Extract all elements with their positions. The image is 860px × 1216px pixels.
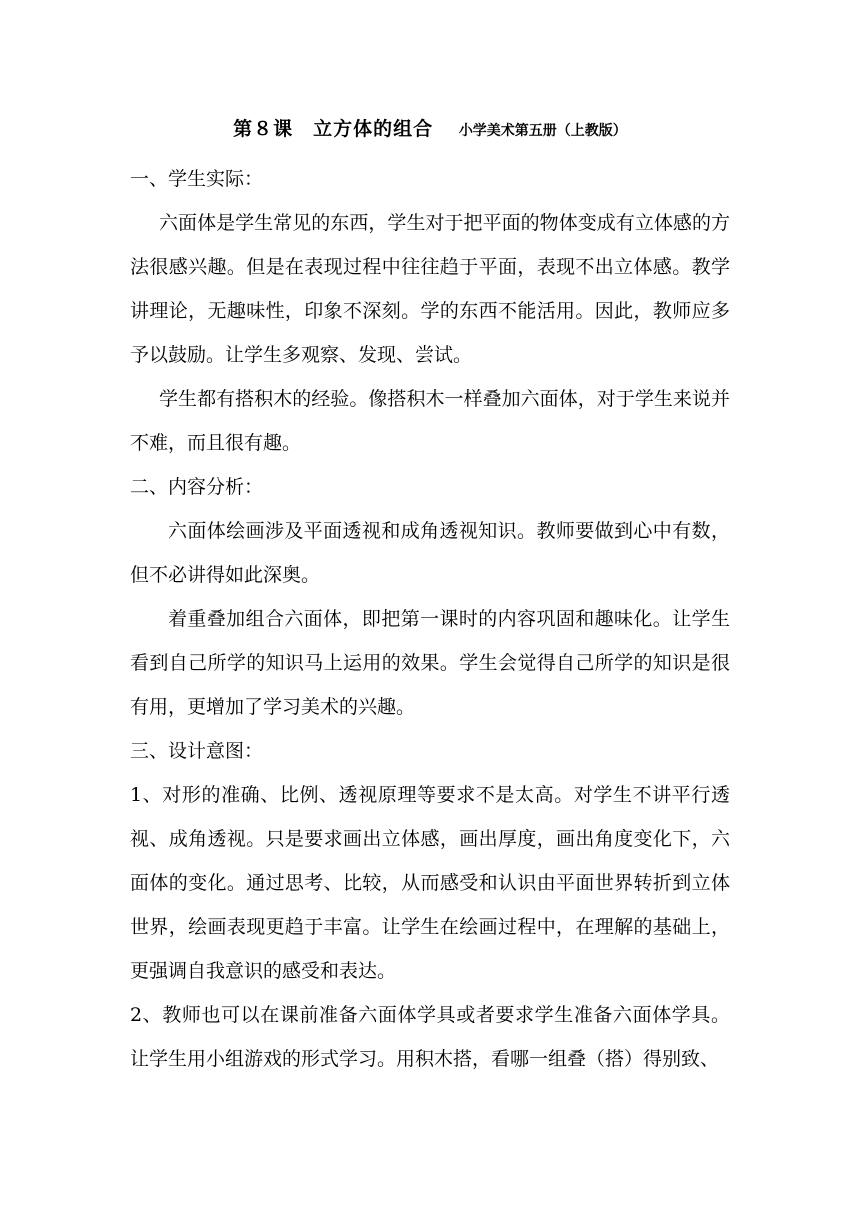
lesson-title: 第８课 立方体的组合 xyxy=(233,118,434,140)
lesson-subtitle: 小学美术第五册（上教版） xyxy=(458,123,627,139)
paragraph: 六面体是学生常见的东西，学生对于把平面的物体变成有立体感的方法很感兴趣。但是在表现过程中往往趋于平面，表现不出立体感。教学讲理论，无趣味性，印象不深刻。学的东西不能活用。因此，教师应多予以鼓励。让学生多观察、发现、尝试。 xyxy=(130,212,730,366)
section-heading-1: 一、学生实际： xyxy=(130,168,264,190)
section-heading-3: 三、设计意图： xyxy=(130,740,264,762)
document-body xyxy=(130,157,730,1081)
paragraph: 2、教师也可以在课前准备六面体学具或者要求学生准备六面体学具。让学生用小组游戏的形式学习。用积木搭，看哪一组叠（搭）得别致、 xyxy=(130,1004,730,1070)
section-heading-2: 二、内容分析： xyxy=(130,476,264,498)
paragraph: 学生都有搭积木的经验。像搭积木一样叠加六面体，对于学生来说并不难，而且很有趣。 xyxy=(130,388,730,454)
paragraph: 六面体绘画涉及平面透视和成角透视知识。教师要做到心中有数，但不必讲得如此深奥。 xyxy=(130,520,730,586)
paragraph: 1、对形的准确、比例、透视原理等要求不是太高。对学生不讲平行透视、成角透视。只是要求画出立体感，画出厚度，画出角度变化下，六面体的变化。通过思考、比较，从而感受和认识由平面世界转折到立体世界，绘画表现更趋于丰富。让学生在绘画过程中，在理解的基础上，更强调自我意识的感受和表达。 xyxy=(130,784,730,982)
page-title xyxy=(0,114,860,141)
paragraph: 着重叠加组合六面体，即把第一课时的内容巩固和趣味化。让学生看到自己所学的知识马上运用的效果。学生会觉得自己所学的知识是很有用，更增加了学习美术的兴趣。 xyxy=(130,608,730,718)
